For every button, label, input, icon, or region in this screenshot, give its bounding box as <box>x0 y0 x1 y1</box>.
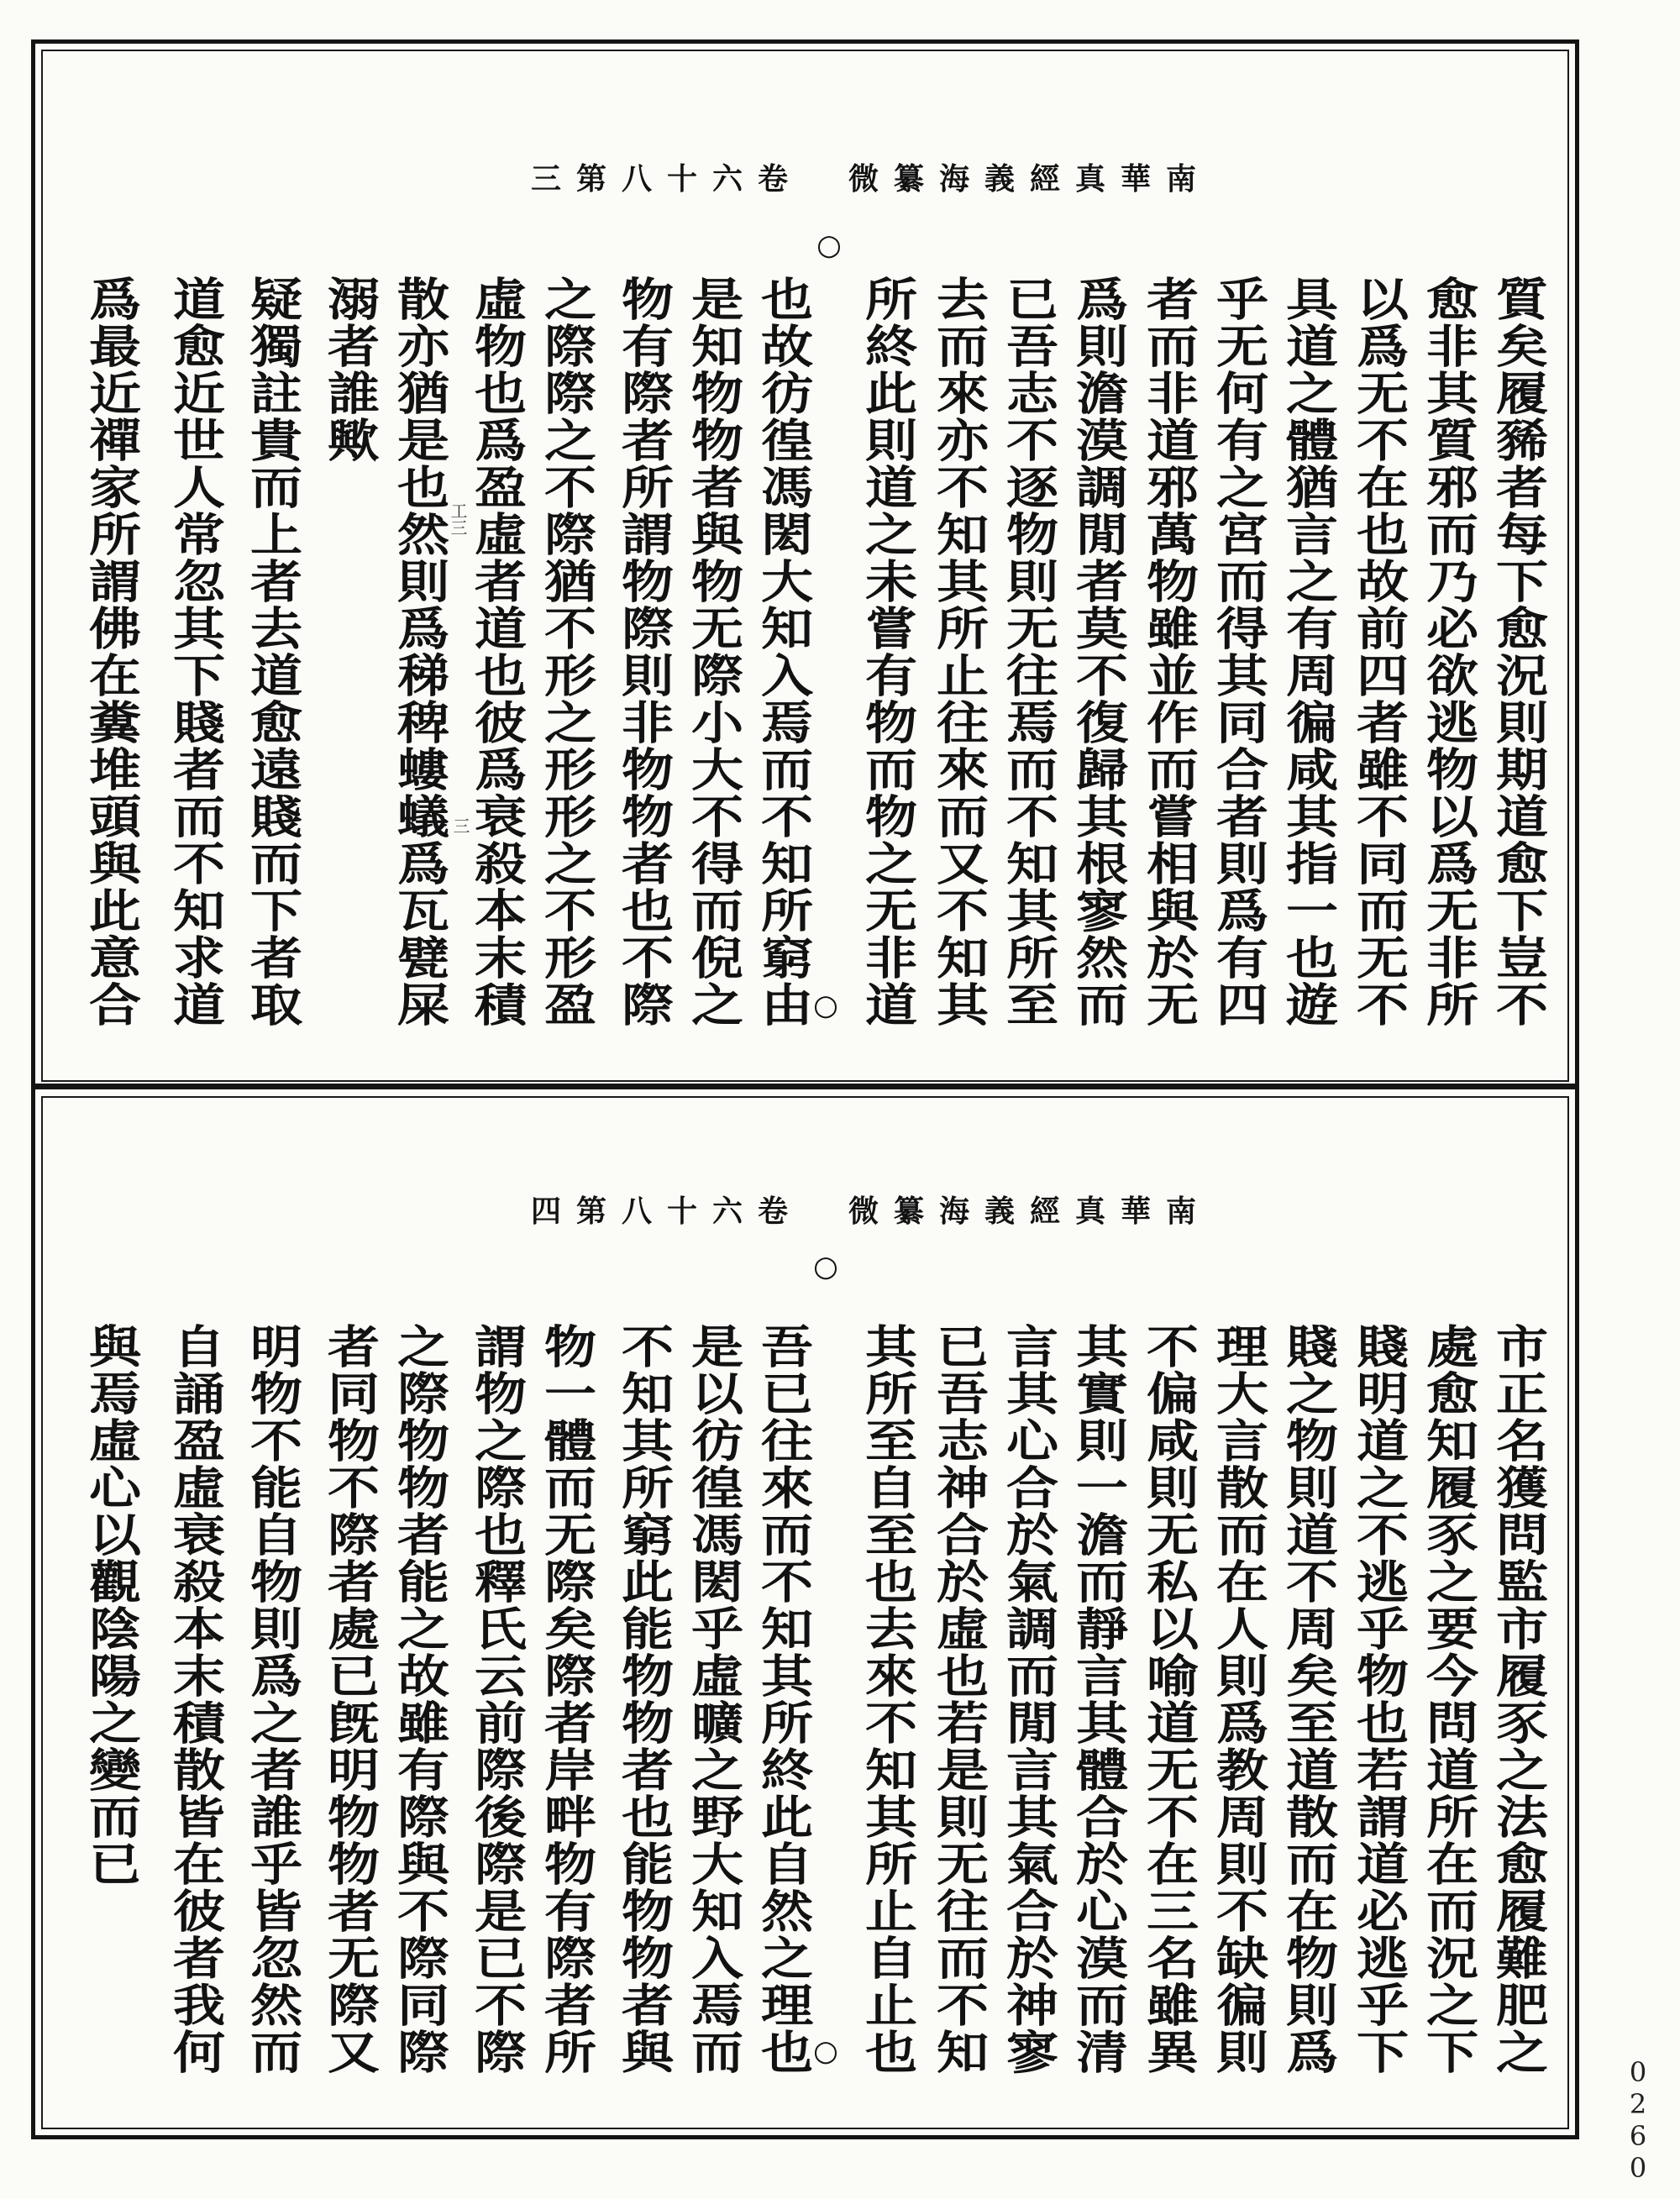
text-column: 其所至自至也去來不知其所止自止也 <box>857 1323 919 2076</box>
text-column: 具道之體猶言之有周徧咸其指一也遊 <box>1278 276 1340 1028</box>
page-header: 南華真經義海纂微 卷六十八第三 <box>531 161 1212 197</box>
section-start-circle: ○ <box>816 228 842 262</box>
text-column: 乎无何有之宮而得其同合者則爲有四 <box>1208 276 1270 1028</box>
text-column: 自誦盈虛衰殺本末積散皆在彼者我何 <box>165 1323 227 2076</box>
text-column: 是知物物者與物无際小大不得而倪之 <box>683 276 745 1028</box>
text-column: 也故彷徨馮閎大知入焉而不知所窮由 <box>753 276 815 1028</box>
text-column: 疑獨註貴而上者去道愈遠賤而下者取 <box>242 276 304 1028</box>
section-end-circle: ○ <box>813 2034 838 2068</box>
text-column: 言其心合於氣調而閒言其氣合於神寥 <box>998 1323 1060 2076</box>
text-column: 市正名獲問監市履豕之法愈履難肥之 <box>1488 1323 1550 2076</box>
text-column: 爲則澹漠調閒者莫不復歸其根寥然而 <box>1068 276 1130 1028</box>
section-start-circle: ○ <box>813 1250 838 1283</box>
text-column: 物一體而无際矣際者岸畔物有際者所 <box>536 1323 598 2076</box>
collation-mark: 三 <box>450 817 470 834</box>
text-column: 所終此則道之未嘗有物而物之无非道 <box>857 276 919 1028</box>
page-header: 南華真經義海纂微 卷六十八第四 <box>531 1194 1212 1229</box>
text-column: 去而來亦不知其所止往來而又不知其 <box>928 276 990 1028</box>
text-column: 賤明道之不逃乎物也若謂道必逃乎下 <box>1348 1323 1410 2076</box>
text-column: 不知其所窮此能物物者也能物物者與 <box>613 1323 675 2076</box>
text-column: 道愈近世人常忽其下賤者而不知求道 <box>165 276 227 1028</box>
text-column: 虛物也爲盈虛者道也彼爲衰殺本末積 <box>466 276 528 1028</box>
section-end-circle: ○ <box>813 989 838 1022</box>
text-column: 愈非其質邪而乃必欲逃物以爲无非所 <box>1418 276 1480 1028</box>
bottom-page <box>0 1089 1680 2199</box>
text-column: 已吾志神合於虛也若是則无往而不知 <box>928 1323 990 2076</box>
text-column: 以爲无不在也故前四者雖不同而无不 <box>1348 276 1410 1028</box>
text-column: 其實則一澹而靜言其體合於心漠而清 <box>1068 1323 1130 2076</box>
text-column: 之際物物者能之故雖有際與不際同際 <box>389 1323 451 2076</box>
text-column: 是以彷徨馮閎乎虛曠之野大知入焉而 <box>683 1323 745 2076</box>
text-column: 與焉虛心以觀陰陽之變而已 <box>81 1323 143 1887</box>
text-column: 明物不能自物則爲之者誰乎皆忽然而 <box>242 1323 304 2076</box>
text-column: 物有際者所謂物際則非物物者也不際 <box>613 276 675 1028</box>
text-column: 謂物之際也釋氏云前際後際是已不際 <box>466 1323 528 2076</box>
text-column: 質矣履豨者每下愈況則期道愈下豈不 <box>1488 276 1550 1028</box>
text-column: 已吾志不逐物則无往焉而不知其所至 <box>998 276 1060 1028</box>
text-column: 賤之物則道不周矣至道散而在物則爲 <box>1278 1323 1340 2076</box>
text-column: 散亦猶是也然則爲稊稗螻蟻爲瓦甓屎 <box>389 276 451 1028</box>
text-column: 處愈知履豕之要今問道所在而況之下 <box>1418 1323 1480 2076</box>
text-column: 之際際之不際猶不形之形形之不形盈 <box>536 276 598 1028</box>
text-column: 吾已往來而不知其所終此自然之理也 <box>753 1323 815 2076</box>
text-column: 不偏咸則无私以喻道无不在三名雖異 <box>1138 1323 1200 2076</box>
text-column: 爲最近禪家所謂佛在糞堆頭與此意合 <box>81 276 143 1028</box>
text-column: 溺者誰歟 <box>319 276 381 464</box>
text-column: 者而非道邪萬物雖並作而嘗相與於无 <box>1138 276 1200 1028</box>
page-number: 0260 <box>1622 2056 1654 2184</box>
text-column: 理大言散而在人則爲教周則不缺徧則 <box>1208 1323 1270 2076</box>
text-column: 者同物不際者處已旣明物物者无際又 <box>319 1323 381 2076</box>
top-page <box>0 0 1680 1089</box>
collation-mark: 工三 <box>448 502 468 536</box>
